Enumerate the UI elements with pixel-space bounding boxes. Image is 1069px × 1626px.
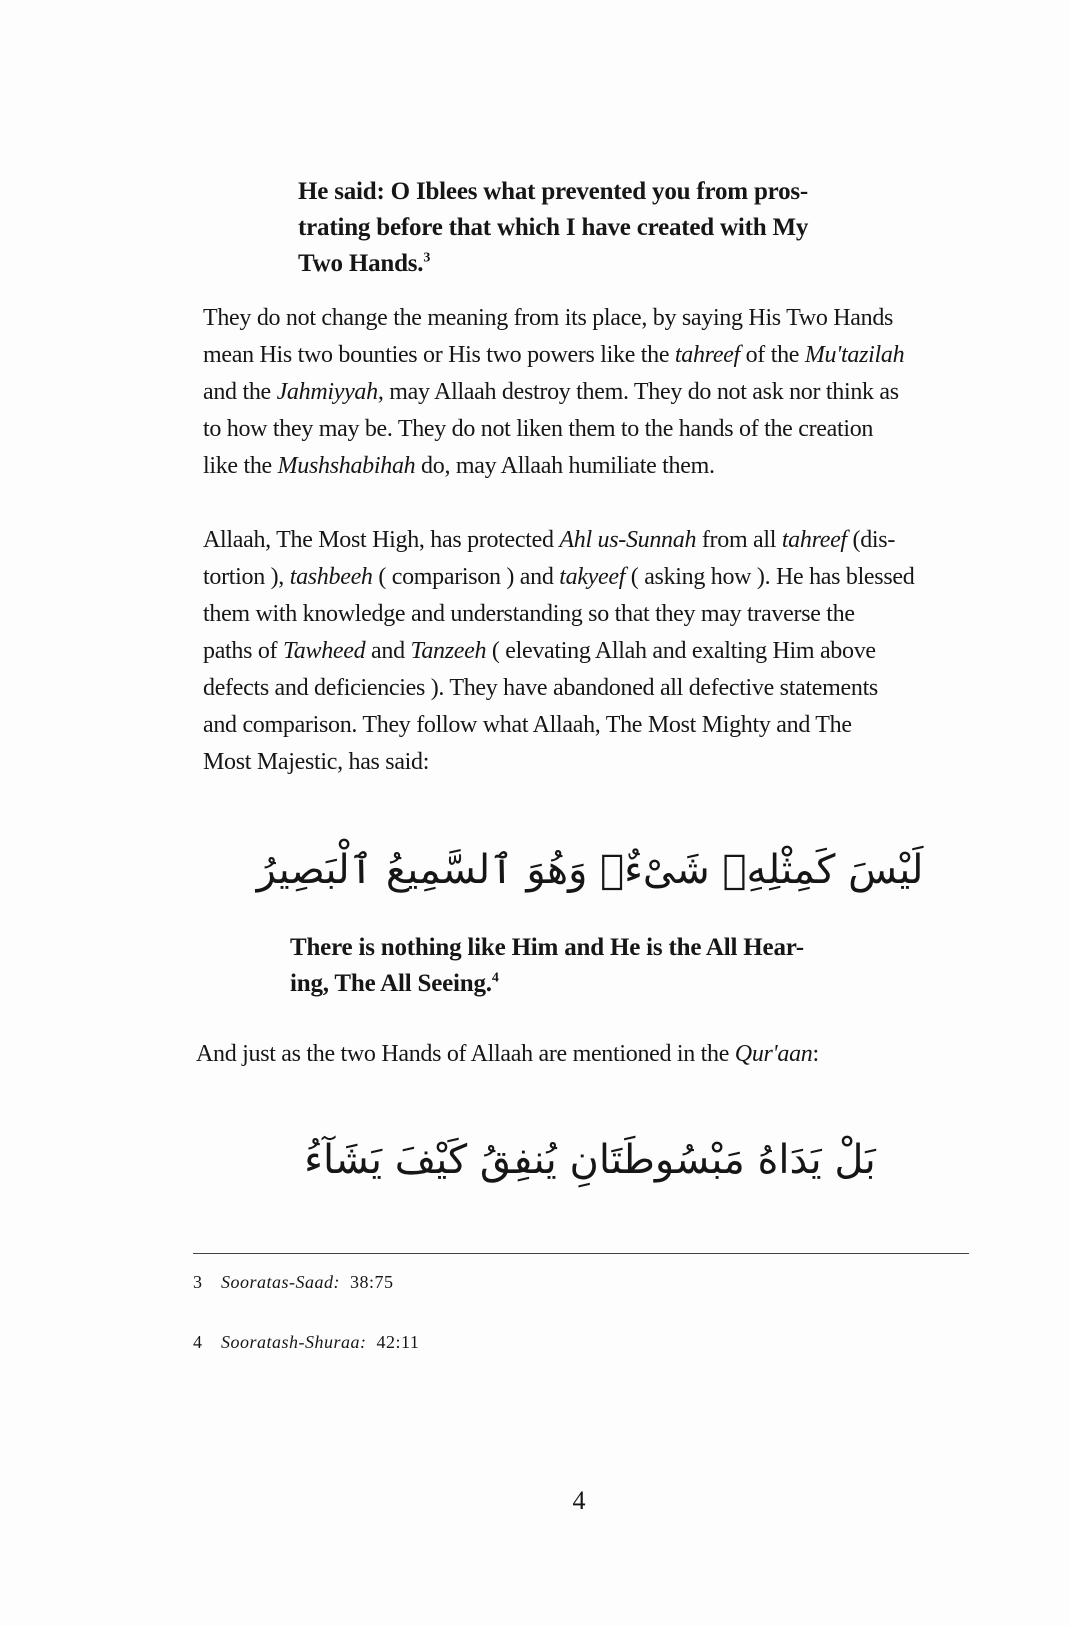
verse-line: trating before that which I have created with My	[298, 214, 809, 241]
text-line: Allaah, The Most High, has protected Ahl us-Sunnah from all tahreef (dis-	[203, 527, 896, 553]
footnote-sura: Sooratash-Shuraa:	[221, 1332, 367, 1352]
arabic-verse-2: بَلْ يَدَاهُ مَبْسُوطَتَانِ يُنفِقُ كَيْفَ يَشَآءُ	[304, 1137, 876, 1183]
page-number: 4	[572, 1486, 586, 1515]
footnote-3	[193, 1270, 394, 1294]
footnote-divider	[193, 1253, 969, 1254]
paragraph-3	[196, 1036, 971, 1073]
verse-line: He said: O Iblees what prevented you from pros-	[298, 178, 809, 205]
footnote-number: 4	[193, 1332, 203, 1352]
footnote-ref[interactable]: 4	[491, 970, 499, 986]
text-line: paths of Tawheed and Tanzeeh ( elevating Allah and exalting Him above	[203, 638, 876, 664]
text-line: to how they may be. They do not liken them to the hands of the creation	[203, 416, 874, 442]
verse-line: ing, The All Seeing.$^4$	[290, 970, 499, 997]
verse-line: Two Hands.$^3$	[298, 250, 431, 277]
text-line: Most Majestic, has said:	[203, 749, 430, 775]
footnote-verse-ref: 42:11	[376, 1332, 420, 1352]
footnote-ref[interactable]: 3	[423, 250, 431, 266]
footnote-sura: Sooratas-Saad:	[221, 1272, 340, 1292]
text-line: And just as the two Hands of Allaah are mentioned in the Qur'aan:	[196, 1041, 819, 1067]
text-line: tortion ), tashbeeh ( comparison ) and takyeef ( asking how ). He has blessed	[203, 564, 915, 590]
verse-line: There is nothing like Him and He is the All Hear-	[290, 934, 804, 961]
footnote-4	[193, 1330, 419, 1354]
paragraph-2	[203, 522, 978, 781]
footnote-number: 3	[193, 1272, 203, 1292]
verse-translation-2	[290, 930, 890, 1002]
text-line: and the Jahmiyyah, may Allaah destroy them. They do not ask nor think as	[203, 379, 899, 405]
text-line: mean His two bounties or His two powers like the tahreef of the Mu'tazilah	[203, 342, 905, 368]
text-line: and comparison. They follow what Allaah, The Most Mighty and The	[203, 712, 852, 738]
text-line: them with knowledge and understanding so that they may traverse the	[203, 601, 855, 627]
text-line: They do not change the meaning from its place, by saying His Two Hands	[203, 305, 894, 331]
footnote-verse-ref: 38:75	[350, 1272, 394, 1292]
text-line: defects and deficiencies ). They have abandoned all defective statements	[203, 675, 878, 701]
arabic-verse-1: لَيْسَ كَمِثْلِهِۦ شَىْءٌۖ وَهُوَ ٱلسَّمِيعُ ٱلْبَصِيرُ	[256, 847, 924, 893]
text-line: like the Mushshabihah do, may Allaah humiliate them.	[203, 453, 715, 479]
verse-translation-1	[298, 174, 898, 282]
paragraph-1	[203, 300, 978, 485]
